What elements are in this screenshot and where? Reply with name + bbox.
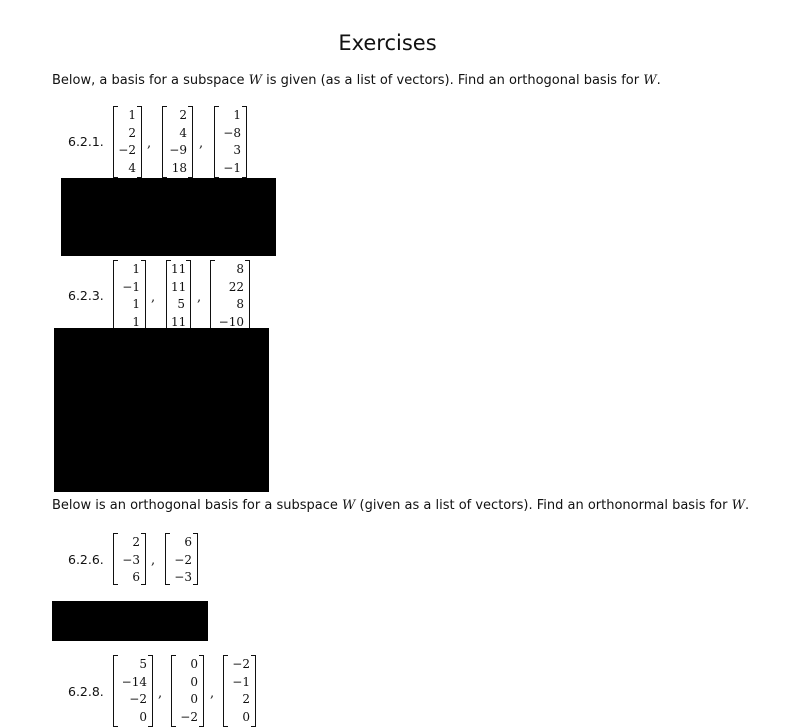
matrix-6-2-8-v2 bbox=[171, 655, 204, 727]
matrix-entry: 4 bbox=[179, 125, 187, 140]
section2-var-w: W bbox=[342, 498, 356, 513]
section2-text-end: . bbox=[744, 498, 750, 513]
matrix-6-2-1-v3 bbox=[214, 106, 247, 178]
matrix-entry: −10 bbox=[218, 314, 244, 329]
matrix-entry: 2 bbox=[132, 535, 140, 549]
section1-text-end: . bbox=[656, 73, 661, 88]
matrix-entry: 2 bbox=[242, 692, 250, 706]
section1-text-start: Below, a basis for a subspace bbox=[52, 73, 249, 88]
matrix-6-2-1-v2 bbox=[162, 106, 193, 178]
section2-text-middle: (given as a list of vectors). Find an orthonormal basis for bbox=[355, 498, 732, 513]
vector-separator: , bbox=[151, 553, 156, 568]
matrix-entry: −2 bbox=[232, 657, 250, 671]
problem-label-6-2-6: 6.2.6. bbox=[68, 552, 104, 567]
matrix-entry: 1 bbox=[132, 314, 140, 329]
vector-separator: , bbox=[147, 136, 152, 151]
matrix-6-2-8-v3 bbox=[223, 655, 256, 727]
matrix-6-2-3-v3 bbox=[210, 260, 250, 332]
matrix-entry: 0 bbox=[242, 709, 250, 724]
section2-text-start: Below is an orthogonal basis for a subspace bbox=[52, 498, 342, 513]
section2-var-w-2: W bbox=[731, 498, 745, 513]
matrix-entry: 1 bbox=[128, 108, 136, 122]
matrix-entry: −8 bbox=[223, 125, 241, 140]
matrix-entry: 3 bbox=[233, 143, 241, 157]
problem-label-6-2-8: 6.2.8. bbox=[68, 684, 104, 699]
matrix-entry: −14 bbox=[121, 674, 147, 689]
matrix-entry: 11 bbox=[171, 262, 187, 276]
section1-instructions bbox=[52, 73, 661, 88]
page-title: Exercises bbox=[338, 31, 437, 55]
matrix-6-2-3-v1 bbox=[113, 260, 146, 332]
matrix-entry: 6 bbox=[184, 535, 192, 549]
matrix-entry: 1 bbox=[132, 297, 140, 311]
matrix-entry: 0 bbox=[190, 692, 198, 706]
vector-separator: , bbox=[197, 290, 202, 305]
section2-instructions bbox=[52, 498, 749, 513]
vector-separator: , bbox=[158, 686, 163, 701]
matrix-entry: −2 bbox=[180, 709, 198, 724]
matrix-entry: −1 bbox=[232, 674, 250, 689]
matrix-entry: −2 bbox=[174, 552, 192, 567]
matrix-entry: 0 bbox=[190, 674, 198, 689]
matrix-entry: 2 bbox=[179, 108, 187, 122]
matrix-6-2-6-v2 bbox=[165, 533, 198, 585]
matrix-entry: 4 bbox=[128, 160, 136, 175]
vector-separator: , bbox=[199, 136, 204, 151]
redaction-block bbox=[54, 328, 269, 492]
matrix-6-2-6-v1 bbox=[113, 533, 146, 585]
matrix-entry: −3 bbox=[174, 570, 192, 584]
problem-label-6-2-3: 6.2.3. bbox=[68, 288, 104, 303]
matrix-entry: 11 bbox=[171, 279, 187, 294]
matrix-entry: 5 bbox=[139, 657, 147, 671]
section1-text-middle: is given (as a list of vectors). Find an orthogonal basis for bbox=[262, 73, 644, 88]
matrix-entry: −9 bbox=[169, 143, 187, 157]
vector-separator: , bbox=[151, 290, 156, 305]
matrix-entry: 1 bbox=[132, 262, 140, 276]
section1-var-w-2: W bbox=[643, 73, 657, 88]
matrix-entry: 5 bbox=[177, 297, 185, 311]
matrix-entry: 8 bbox=[236, 297, 244, 311]
matrix-entry: 8 bbox=[236, 262, 244, 276]
matrix-entry: 2 bbox=[128, 125, 136, 140]
matrix-entry: 0 bbox=[139, 709, 147, 724]
redaction-block bbox=[61, 178, 276, 256]
problem-label-6-2-1: 6.2.1. bbox=[68, 134, 104, 149]
matrix-entry: 1 bbox=[233, 108, 241, 122]
matrix-entry: −1 bbox=[122, 279, 140, 294]
matrix-entry: 6 bbox=[132, 570, 140, 584]
section1-var-w: W bbox=[248, 73, 262, 88]
matrix-entry: 18 bbox=[171, 160, 187, 175]
matrix-entry: 0 bbox=[190, 657, 198, 671]
matrix-6-2-8-v1 bbox=[113, 655, 153, 727]
vector-separator: , bbox=[210, 686, 215, 701]
matrix-entry: −2 bbox=[129, 692, 147, 706]
matrix-entry: −1 bbox=[223, 160, 241, 175]
matrix-6-2-1-v1 bbox=[113, 106, 142, 178]
matrix-entry: 11 bbox=[171, 314, 187, 329]
matrix-entry: 22 bbox=[228, 279, 244, 294]
matrix-entry: −2 bbox=[118, 143, 136, 157]
matrix-entry: −3 bbox=[122, 552, 140, 567]
matrix-6-2-3-v2 bbox=[166, 260, 191, 332]
redaction-block bbox=[52, 601, 208, 641]
